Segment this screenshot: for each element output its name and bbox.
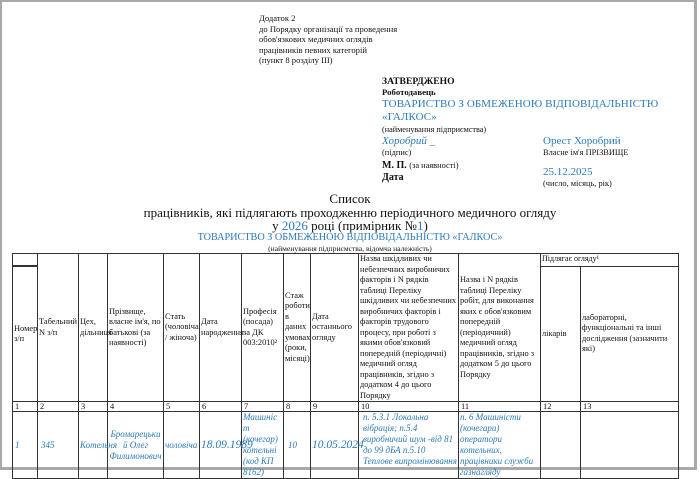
cell-department[interactable]: Котельня [79,412,108,479]
signature-value: Хоробрий _ [382,135,436,147]
employees-table [12,253,679,479]
signature-block [382,135,435,158]
date-label: Дата [382,172,404,183]
heading-company-caption: (найменування підприємства, відомча належність) [268,244,432,253]
name-block [543,135,628,158]
date-block [543,166,612,190]
approved-label: ЗАТВЕРДЖЕНО [382,76,455,87]
column-number: 7 [242,402,284,412]
header-cell: Номер з/п [13,266,38,401]
signature-caption: (підпис) [382,148,412,157]
column-number: 4 [108,402,164,412]
year-prefix: у [272,218,282,233]
cell-gender[interactable]: чоловіча [164,412,200,479]
list-subtitle: працівників, які підлягають проходженню періодичного медичного огляду [143,205,557,220]
company-caption: (найменування підприємства) [382,125,487,134]
cell-experience[interactable]: 10 [284,412,311,479]
column-number: 9 [311,402,359,412]
column-number: 12 [541,402,581,412]
column-number: 13 [581,402,679,412]
company-name-line2: «ГАЛКОС» [382,111,437,123]
list-title: Список [329,191,371,206]
header-cell: Дата останнього огляду [311,254,359,402]
annex-line: (пункт 8 розділу III) [259,55,333,65]
header-cell: Стаж роботи в даних умовах (роки, місяці) [284,254,311,402]
year-middle: році (примірник № [307,218,417,233]
stamp-block [382,160,459,184]
cell-tab-number[interactable]: 345 [38,412,79,479]
annex-line: працівників певних категорій [259,44,367,55]
cell-profession[interactable]: Машиніст (кочегар) котельні (код КП 8162) [242,412,284,479]
cell-full-name[interactable]: Бромарецький Олег Филимонович [108,412,164,479]
header-cell: Назва шкідливих чи небезпечних виробничих факторів і N рядків таблиці Переліку шкідливих чи небезпечних виробничих факторів і факторів трудового процесу, при роботі з якими обов'язковий попередній (періодичні) медичний огляд працівників, згідно з додатком 4 до цього Порядку [359,254,459,402]
column-number-row [13,402,679,412]
heading-company-name: ТОВАРИСТВО З ОБМЕЖЕНОЮ ВІДПОВІДАЛЬНІСТЮ «ГАЛКОС» [197,232,503,243]
company-name-line1: ТОВАРИСТВО З ОБМЕЖЕНОЮ ВІДПОВІДАЛЬНІСТЮ [382,98,659,110]
year-suffix: ) [423,218,428,233]
header-cell: Стать (чоловіча / жіноча) [164,254,200,402]
table-row [13,412,679,479]
column-number: 11 [459,402,541,412]
header-cell: Табельний N з/п [38,254,79,402]
column-number: 5 [164,402,200,412]
cell-tests[interactable] [581,412,679,479]
cell-last-exam-date[interactable]: 10.05.2024 [311,412,359,479]
cell-works-list[interactable]: п. 6 Машиністи (кочегари) оператори котельних, працівники служби газнагляду [459,412,541,479]
header-cell: лікарів [541,266,581,401]
header-cell: Дата народження [200,254,242,402]
annex-line: до Порядку організації та проведення [259,23,398,34]
header-cell-empty [13,254,38,267]
annex-line: Додаток 2 [259,13,296,23]
signer-name: Орест Хоробрий [543,135,621,147]
year-value: 2026 [281,218,308,233]
column-number: 2 [38,402,79,412]
annex-block [259,13,397,66]
employer-label: Роботодавець [382,87,436,97]
stamp-label: М. П. [382,160,407,171]
column-number: 1 [13,402,38,412]
column-number: 3 [79,402,108,412]
header-cell: Назва і N рядків таблиці Переліку робіт, для виконання яких є обов'язковим попередній (періодичний) медичний огляд працівників, згідно з додатком 5 до цього Порядку [459,254,541,402]
header-cell: Цех, дільниця [79,254,108,402]
cell-birth-date[interactable]: 18.09.1989 [200,412,242,479]
header-row-top [13,254,679,267]
header-cell: Прізвище, власне ім'я, по батькові (за наявності) [108,254,164,402]
stamp-caption: (за наявності) [409,161,459,170]
date-caption: (число, місяць, рік) [543,179,612,188]
cell-hazard-factors[interactable]: п. 5.3.1 Локальна вібрація; п.5.4 виробничий шум -від 81 до 99 дБА п.5.10 Теплове випромінювання [359,412,459,479]
column-number: 10 [359,402,459,412]
column-number: 8 [284,402,311,412]
group-header-cell: Підлягає огляду¹ [541,254,679,267]
annex-line: обов'язкових медичних оглядів [259,34,373,44]
cell-doctors[interactable] [541,412,581,479]
header-cell: лабораторні, функціональні та інші дослідження (зазначити які) [581,266,679,401]
cell-number[interactable]: 1 [13,412,38,479]
header-cell: Професія (посада) за ДК 003:2010² [242,254,284,402]
copy-number: 1 [416,218,424,233]
date-value: 25.12.2025 [543,166,593,178]
signer-name-caption: Власне ім'я ПРІЗВИЩЕ [543,148,629,157]
approval-block [382,76,658,135]
column-number: 6 [200,402,242,412]
